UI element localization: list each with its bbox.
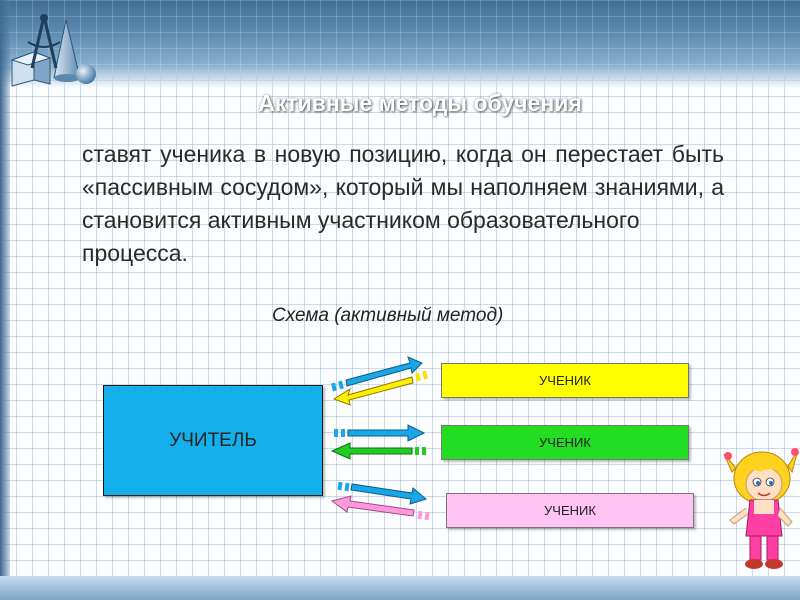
arrow-teacher-to-student-1 <box>331 357 422 391</box>
student-box-2 <box>441 425 689 460</box>
student-box-3 <box>446 493 694 528</box>
header-band <box>0 0 800 88</box>
paragraph-line: перестает быть «пассивным сосудом», который <box>82 141 725 200</box>
student-box-1 <box>441 363 689 398</box>
bottom-bar <box>0 576 800 600</box>
paragraph-line: активным участником образовательного <box>207 207 640 233</box>
arrow-student-2-to-teacher <box>332 443 426 459</box>
geometry-tools-icon <box>6 8 98 88</box>
paragraph-line: ставят ученика в новую позицию, когда он <box>82 141 547 167</box>
body-paragraph <box>82 138 724 270</box>
slide-title: Активные методы обучения <box>258 90 582 116</box>
interaction-arrows <box>320 355 440 525</box>
student-label: УЧЕНИК <box>544 503 596 518</box>
paragraph-line: мы наполняем знаниями, а становится <box>82 174 724 233</box>
teacher-box <box>103 385 323 496</box>
paragraph-line: процесса. <box>82 240 188 266</box>
teacher-label: УЧИТЕЛЬ <box>169 429 257 451</box>
schema-caption: Схема (активный метод) <box>272 305 504 326</box>
cartoon-girl-illustration <box>720 438 800 574</box>
arrow-teacher-to-student-2 <box>334 425 424 441</box>
student-label: УЧЕНИК <box>539 435 591 450</box>
student-label: УЧЕНИК <box>539 373 591 388</box>
